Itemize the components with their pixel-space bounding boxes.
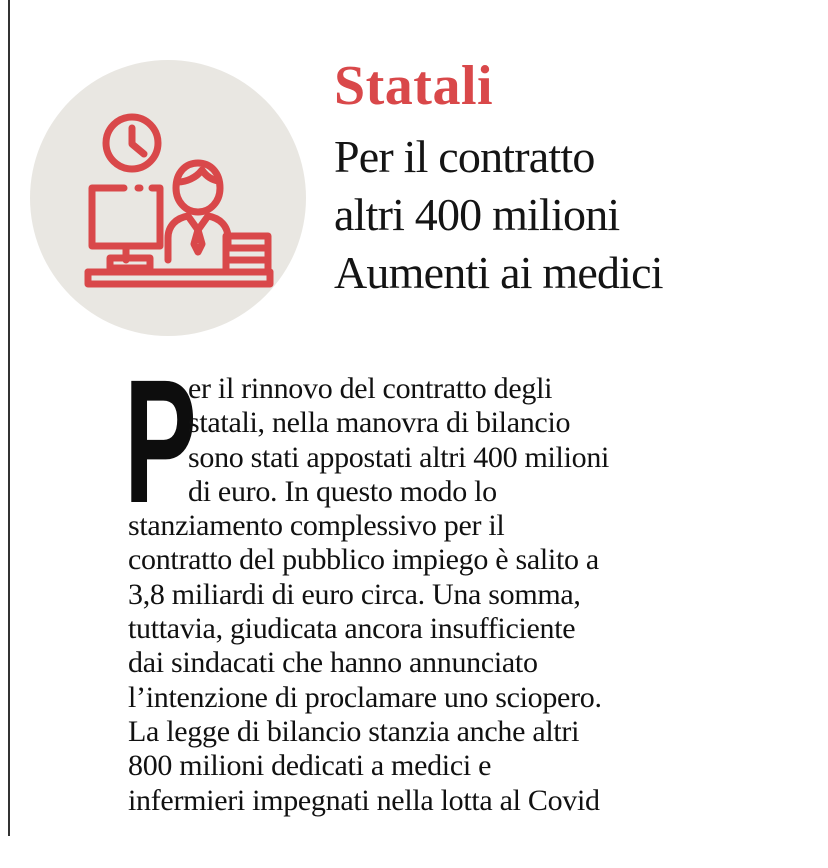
drop-cap: P xyxy=(124,344,197,540)
body-line: stanziamento complessivo per il xyxy=(128,509,505,543)
body-line: di euro. In questo modo lo xyxy=(188,474,497,508)
body-line: La legge di bilancio stanzia anche altri xyxy=(128,714,580,748)
headline-line: altri 400 milioni xyxy=(334,189,620,240)
body-line: 3,8 miliardi di euro circa. Una somma, xyxy=(128,577,581,611)
body-line: er il rinnovo del contratto degli xyxy=(188,372,553,405)
body-line: 800 milioni dedicati a medici e xyxy=(128,749,492,783)
headline-line: Aumenti ai medici xyxy=(334,247,663,298)
body-line: contratto del pubblico impiego è salito a xyxy=(128,543,599,577)
column-divider xyxy=(8,0,10,836)
headline xyxy=(334,128,663,302)
body-line: sono stati appostati altri 400 milioni xyxy=(188,440,610,474)
article-body xyxy=(128,372,728,818)
headline-line: Per il contratto xyxy=(334,131,595,182)
body-line: dai sindacati che hanno annunciato xyxy=(128,646,538,680)
office-worker-clock-icon xyxy=(30,60,306,336)
illustration-circle xyxy=(30,60,306,336)
section-kicker: Statali xyxy=(334,55,494,117)
body-line: statali, nella manovra di bilancio xyxy=(188,406,571,440)
body-line: infermieri impegnati nella lotta al Covid xyxy=(128,783,600,817)
body-line: tuttavia, giudicata ancora insufficiente xyxy=(128,612,576,646)
body-line: l’intenzione di proclamare uno sciopero. xyxy=(128,680,602,714)
